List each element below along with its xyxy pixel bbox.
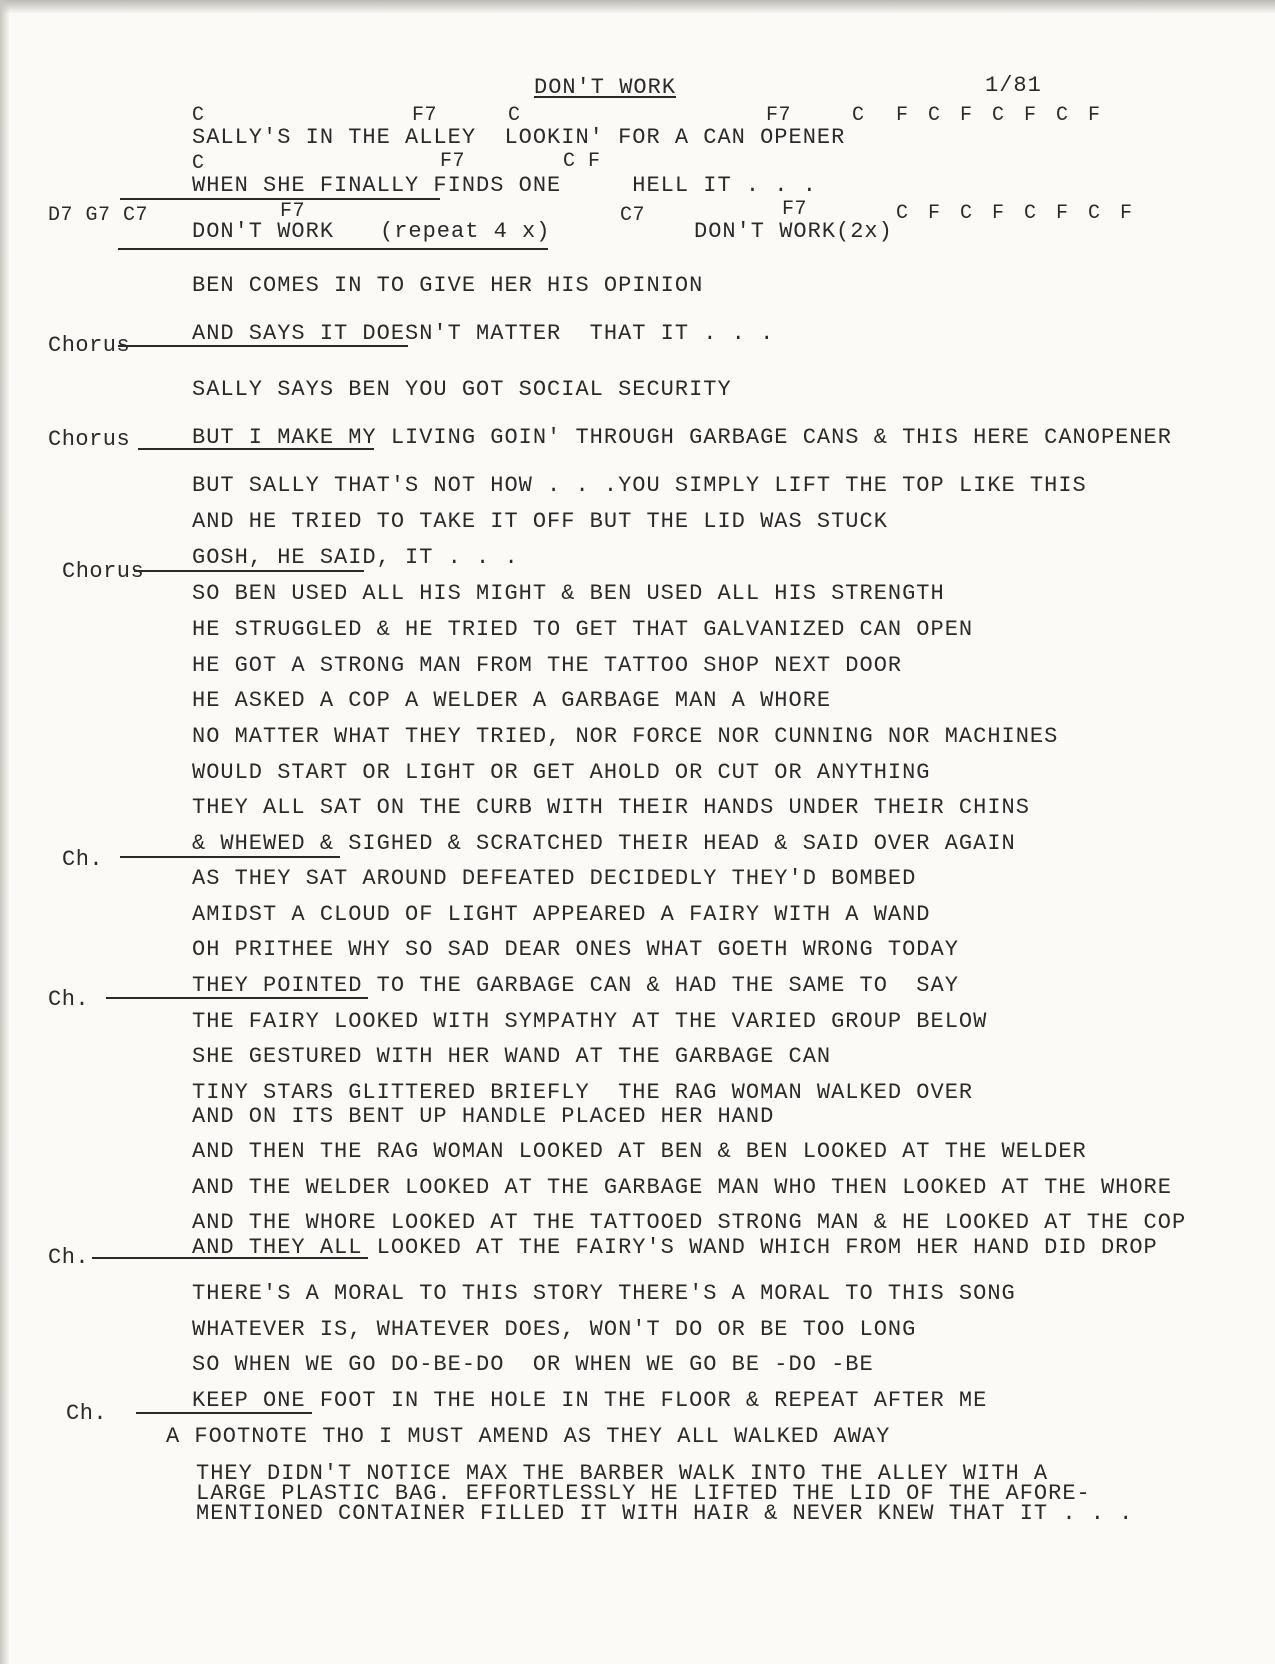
- lyric-line: HE ASKED A COP A WELDER A GARBAGE MAN A WHORE: [192, 688, 832, 713]
- lyric-line: & WHEWED & SIGHED & SCRATCHED THEIR HEAD & SAID OVER AGAIN: [192, 831, 1016, 856]
- chorus-marker-line: [134, 570, 364, 572]
- chorus-label: Chorus: [48, 427, 131, 452]
- chorus-label: Ch.: [48, 1245, 90, 1270]
- lyric-line: THEY POINTED TO THE GARBAGE CAN & HAD THE SAME TO SAY: [192, 973, 959, 998]
- song-title: DON'T WORK: [534, 75, 677, 100]
- lyric-line: HE GOT A STRONG MAN FROM THE TATTOO SHOP NEXT DOOR: [192, 653, 903, 678]
- lyric-line: THERE'S A MORAL TO THIS STORY THERE'S A MORAL TO THIS SONG: [192, 1281, 1016, 1306]
- chorus-marker-line: [118, 345, 408, 347]
- lyric-line: OH PRITHEE WHY SO SAD DEAR ONES WHAT GOETH WRONG TODAY: [192, 937, 959, 962]
- lyric-line: MENTIONED CONTAINER FILLED IT WITH HAIR & NEVER KNEW THAT IT . . .: [196, 1501, 1134, 1526]
- lyric-line: AND THEY ALL LOOKED AT THE FAIRY'S WAND WHICH FROM HER HAND DID DROP: [192, 1235, 1158, 1260]
- chord: C: [508, 104, 521, 127]
- chorus-label: Ch.: [48, 987, 90, 1012]
- lyric-line: BUT SALLY THAT'S NOT HOW . . .YOU SIMPLY LIFT THE TOP LIKE THIS: [192, 473, 1087, 498]
- lyric-line: SO BEN USED ALL HIS MIGHT & BEN USED ALL HIS STRENGTH: [192, 581, 945, 606]
- lyric-line: AND THE WHORE LOOKED AT THE TATTOOED STRONG MAN & HE LOOKED AT THE COP: [192, 1210, 1187, 1235]
- lyric-line: TINY STARS GLITTERED BRIEFLY THE RAG WOMAN WALKED OVER: [192, 1080, 974, 1105]
- lyric-line: NO MATTER WHAT THEY TRIED, NOR FORCE NOR CUNNING NOR MACHINES: [192, 724, 1059, 749]
- scan-edge-left: [0, 0, 10, 1664]
- chord: C: [852, 104, 865, 127]
- date-mark: 1/81: [985, 73, 1042, 98]
- chord: C7: [620, 204, 646, 227]
- chorus-marker-line: [138, 448, 374, 450]
- chorus-rule: [118, 248, 548, 250]
- lyric-line: THE FAIRY LOOKED WITH SYMPATHY AT THE VARIED GROUP BELOW: [192, 1009, 988, 1034]
- chord: C F: [563, 150, 601, 173]
- chorus-line: DON'T WORK(2x): [694, 219, 893, 244]
- lyric-line: WHEN SHE FINALLY FINDS ONE HELL IT . . .: [192, 173, 817, 198]
- lyric-line: A FOOTNOTE THO I MUST AMEND AS THEY ALL WALKED AWAY: [166, 1424, 891, 1449]
- chorus-label: Chorus: [62, 559, 145, 584]
- lyric-line: SO WHEN WE GO DO-BE-DO OR WHEN WE GO BE -DO -BE: [192, 1352, 874, 1377]
- lyric-line: AS THEY SAT AROUND DEFEATED DECIDEDLY THEY'D BOMBED: [192, 866, 917, 891]
- chord-run: C F C F C F C F: [896, 202, 1137, 225]
- chorus-marker-line: [92, 1257, 368, 1259]
- lyric-line: AND HE TRIED TO TAKE IT OFF BUT THE LID WAS STUCK: [192, 509, 888, 534]
- chord: F7: [440, 150, 466, 173]
- chord: C: [192, 152, 205, 175]
- chorus-repeat-note: (repeat 4 x): [380, 219, 551, 244]
- lyric-line: AND THEN THE RAG WOMAN LOOKED AT BEN & BEN LOOKED AT THE WELDER: [192, 1139, 1087, 1164]
- chord-lead: D7 G7 C7: [48, 204, 149, 227]
- lyric-line: AND ON ITS BENT UP HANDLE PLACED HER HAND: [192, 1104, 775, 1129]
- lyric-line: THEY DIDN'T NOTICE MAX THE BARBER WALK INTO THE ALLEY WITH A: [196, 1461, 1049, 1486]
- lyric-line: BUT I MAKE MY LIVING GOIN' THROUGH GARBAGE CANS & THIS HERE CANOPENER: [192, 425, 1172, 450]
- chord: F7: [280, 200, 306, 223]
- chorus-line: DON'T WORK: [192, 219, 335, 244]
- chord: F7: [782, 198, 808, 221]
- lyric-line: BEN COMES IN TO GIVE HER HIS OPINION: [192, 273, 704, 298]
- chorus-marker-line: [120, 856, 340, 858]
- scan-edge-top: [0, 0, 1275, 14]
- chord: F7: [412, 104, 438, 127]
- chorus-label: Ch.: [66, 1401, 108, 1426]
- lyric-line: AND THE WELDER LOOKED AT THE GARBAGE MAN WHO THEN LOOKED AT THE WHORE: [192, 1175, 1172, 1200]
- lyric-line: THEY ALL SAT ON THE CURB WITH THEIR HANDS UNDER THEIR CHINS: [192, 795, 1030, 820]
- lyric-line: SALLY'S IN THE ALLEY LOOKIN' FOR A CAN OPENER: [192, 125, 846, 150]
- chord-run: F C F C F C F: [896, 104, 1105, 127]
- lyric-line: GOSH, HE SAID, IT . . .: [192, 545, 519, 570]
- chorus-label: Ch.: [62, 847, 104, 872]
- chord: C: [192, 104, 205, 127]
- lyric-line: SHE GESTURED WITH HER WAND AT THE GARBAGE CAN: [192, 1044, 832, 1069]
- lyric-line: SALLY SAYS BEN YOU GOT SOCIAL SECURITY: [192, 377, 732, 402]
- chorus-marker-line: [136, 1412, 312, 1414]
- chord: F7: [766, 104, 792, 127]
- lyric-line: WOULD START OR LIGHT OR GET AHOLD OR CUT OR ANYTHING: [192, 760, 931, 785]
- chorus-marker-line: [106, 997, 368, 999]
- lyric-line: WHATEVER IS, WHATEVER DOES, WON'T DO OR BE TOO LONG: [192, 1317, 917, 1342]
- lyric-line: AND SAYS IT DOESN'T MATTER THAT IT . . .: [192, 321, 775, 346]
- lyric-line: AMIDST A CLOUD OF LIGHT APPEARED A FAIRY WITH A WAND: [192, 902, 931, 927]
- lyric-line: KEEP ONE FOOT IN THE HOLE IN THE FLOOR & REPEAT AFTER ME: [192, 1388, 988, 1413]
- chorus-label: Chorus: [48, 333, 131, 358]
- lyric-line: LARGE PLASTIC BAG. EFFORTLESSLY HE LIFTED THE LID OF THE AFORE-: [196, 1481, 1091, 1506]
- lyric-line: HE STRUGGLED & HE TRIED TO GET THAT GALVANIZED CAN OPEN: [192, 617, 974, 642]
